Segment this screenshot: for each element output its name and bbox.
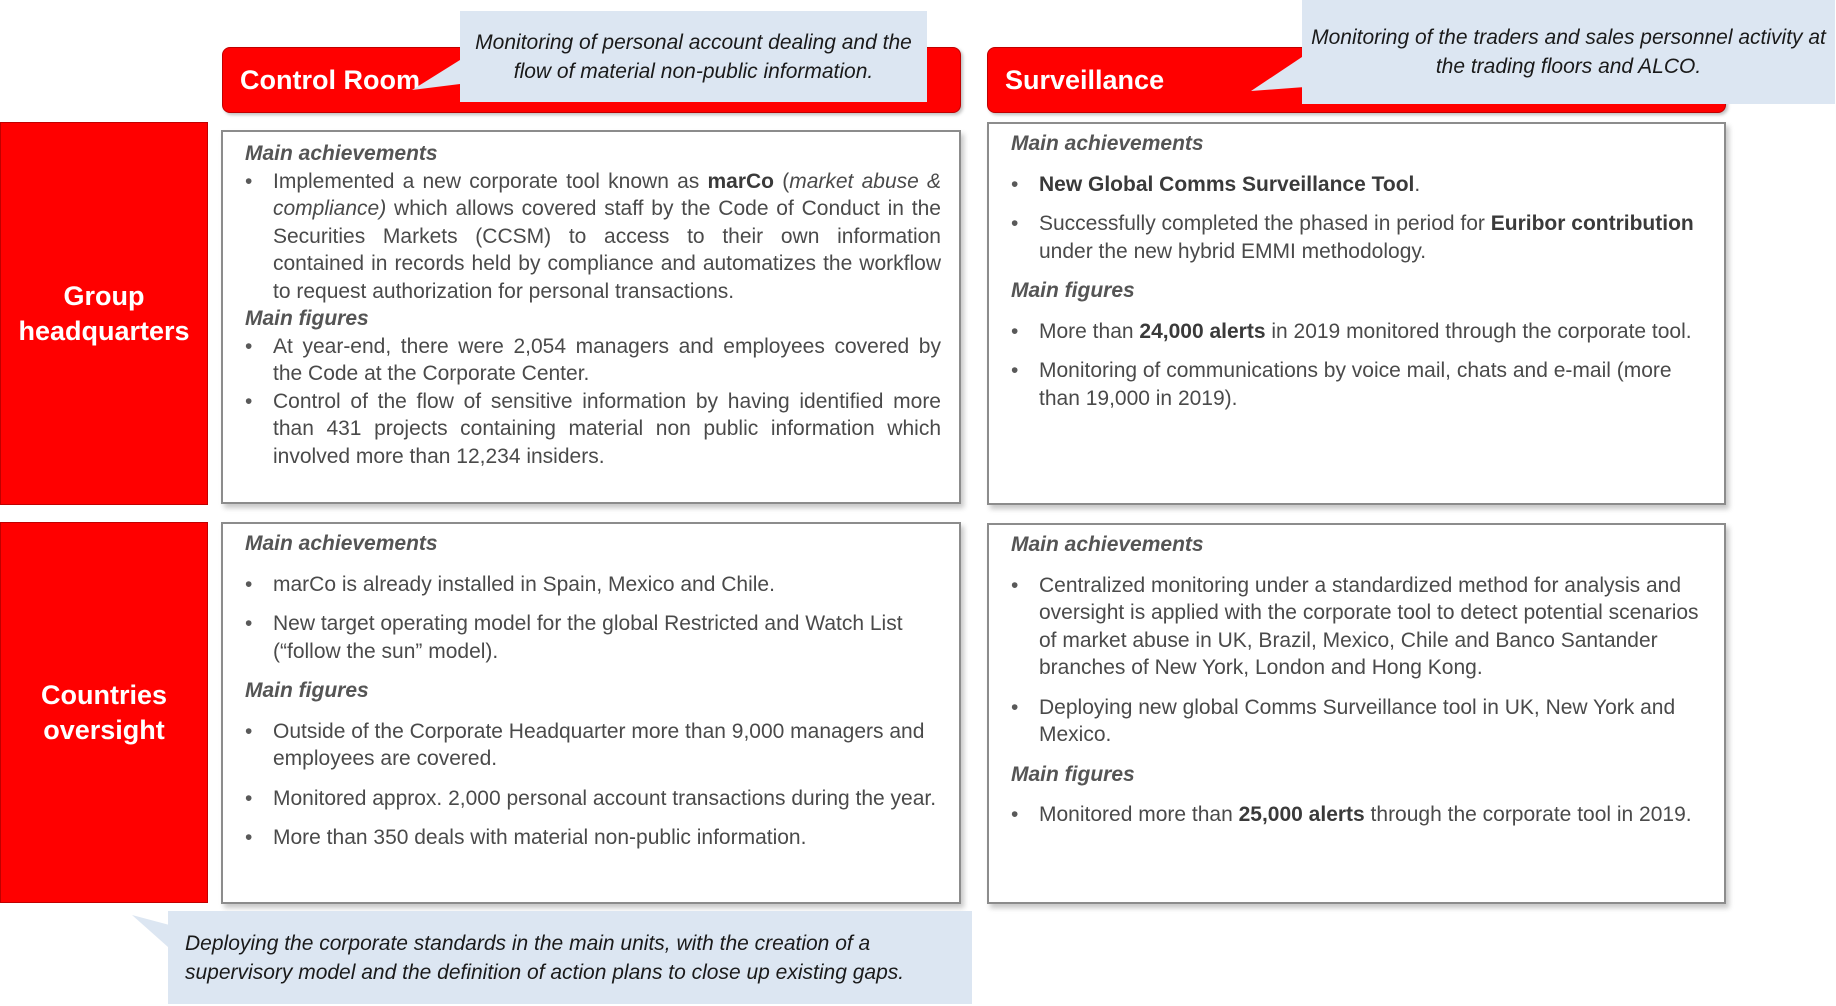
list-item: • More than 24,000 alerts in 2019 monitored through the corporate tool.	[1011, 318, 1706, 346]
section-title-achievements: Main achievements	[1011, 132, 1204, 155]
section-title-figures: Main figures	[245, 679, 369, 702]
callout-bottom-text: Deploying the corporate standards in the main units, with the creation of a supervisory model and the definition of action plans to close up existing gaps.	[185, 931, 905, 984]
callout-tail-surveillance	[1245, 55, 1305, 95]
row-label-line: oversight	[43, 714, 165, 745]
box-control-room-headquarters	[221, 130, 961, 504]
callout-surveillance	[1302, 0, 1835, 104]
callout-surveillance-text: Monitoring of the traders and sales personnel activity at the trading floors and ALCO.	[1311, 26, 1826, 78]
list-item: • New target operating model for the global Restricted and Watch List (“follow the sun” model).	[245, 610, 941, 665]
row-label-line: Countries	[40, 679, 167, 710]
list-item: • Deploying new global Comms Surveillance tool in UK, New York and Mexico.	[1011, 694, 1706, 749]
list-item: • At year-end, there were 2,054 managers and employees covered by the Code at the Corporate Center.	[245, 333, 941, 388]
list-item: • Successfully completed the phased in period for Euribor contribution under the new hybrid EMMI methodology.	[1011, 210, 1706, 265]
callout-bottom	[168, 911, 972, 1004]
callout-control-room	[460, 11, 927, 102]
section-title-achievements: Main achievements	[245, 142, 438, 165]
box-surveillance-countries	[987, 523, 1726, 904]
header-control-room-label: Control Room	[240, 64, 420, 95]
box-control-room-countries	[221, 522, 961, 904]
row-label-line: Group	[63, 280, 145, 311]
row-label-group-headquarters	[0, 122, 208, 505]
section-title-figures: Main figures	[245, 307, 369, 330]
list-item: • More than 350 deals with material non-public information.	[245, 824, 941, 852]
callout-control-room-text: Monitoring of personal account dealing and the flow of material non-public information.	[475, 30, 912, 83]
list-item: • Implemented a new corporate tool known as marCo (market abuse & compliance) which allows covered staff by the Code of Conduct in the Securities Markets (CCSM) to access to their own information contained in records held by compliance and automatizes the workflow to request authorization for personal transactions.	[245, 168, 941, 306]
box-surveillance-headquarters	[987, 122, 1726, 505]
list-item: • Control of the flow of sensitive information by having identified more than 431 projects containing material non public information which involved more than 12,234 insiders.	[245, 388, 941, 471]
list-item: • Centralized monitoring under a standardized method for analysis and oversight is applied with the corporate tool to detect potential scenarios of market abuse in UK, Brazil, Mexico, Chile and Banco Santander branches of New York, London and Hong Kong.	[1011, 572, 1706, 682]
list-item: • Monitored more than 25,000 alerts through the corporate tool in 2019.	[1011, 801, 1706, 829]
list-item: • New Global Comms Surveillance Tool.	[1011, 171, 1706, 199]
list-item: • Outside of the Corporate Headquarter more than 9,000 managers and employees are covered.	[245, 718, 941, 773]
section-title-achievements: Main achievements	[245, 532, 438, 555]
section-title-figures: Main figures	[1011, 279, 1135, 302]
list-item: • Monitoring of communications by voice mail, chats and e-mail (more than 19,000 in 2019).	[1011, 357, 1706, 412]
callout-tail-control-room	[400, 60, 460, 95]
list-item: • Monitored approx. 2,000 personal account transactions during the year.	[245, 785, 941, 813]
list-item: • marCo is already installed in Spain, Mexico and Chile.	[245, 571, 941, 599]
row-label-countries-oversight	[0, 522, 208, 903]
row-label-line: headquarters	[18, 315, 190, 346]
header-surveillance-label: Surveillance	[1005, 64, 1165, 95]
section-title-figures: Main figures	[1011, 762, 1135, 786]
section-title-achievements: Main achievements	[1011, 533, 1204, 556]
